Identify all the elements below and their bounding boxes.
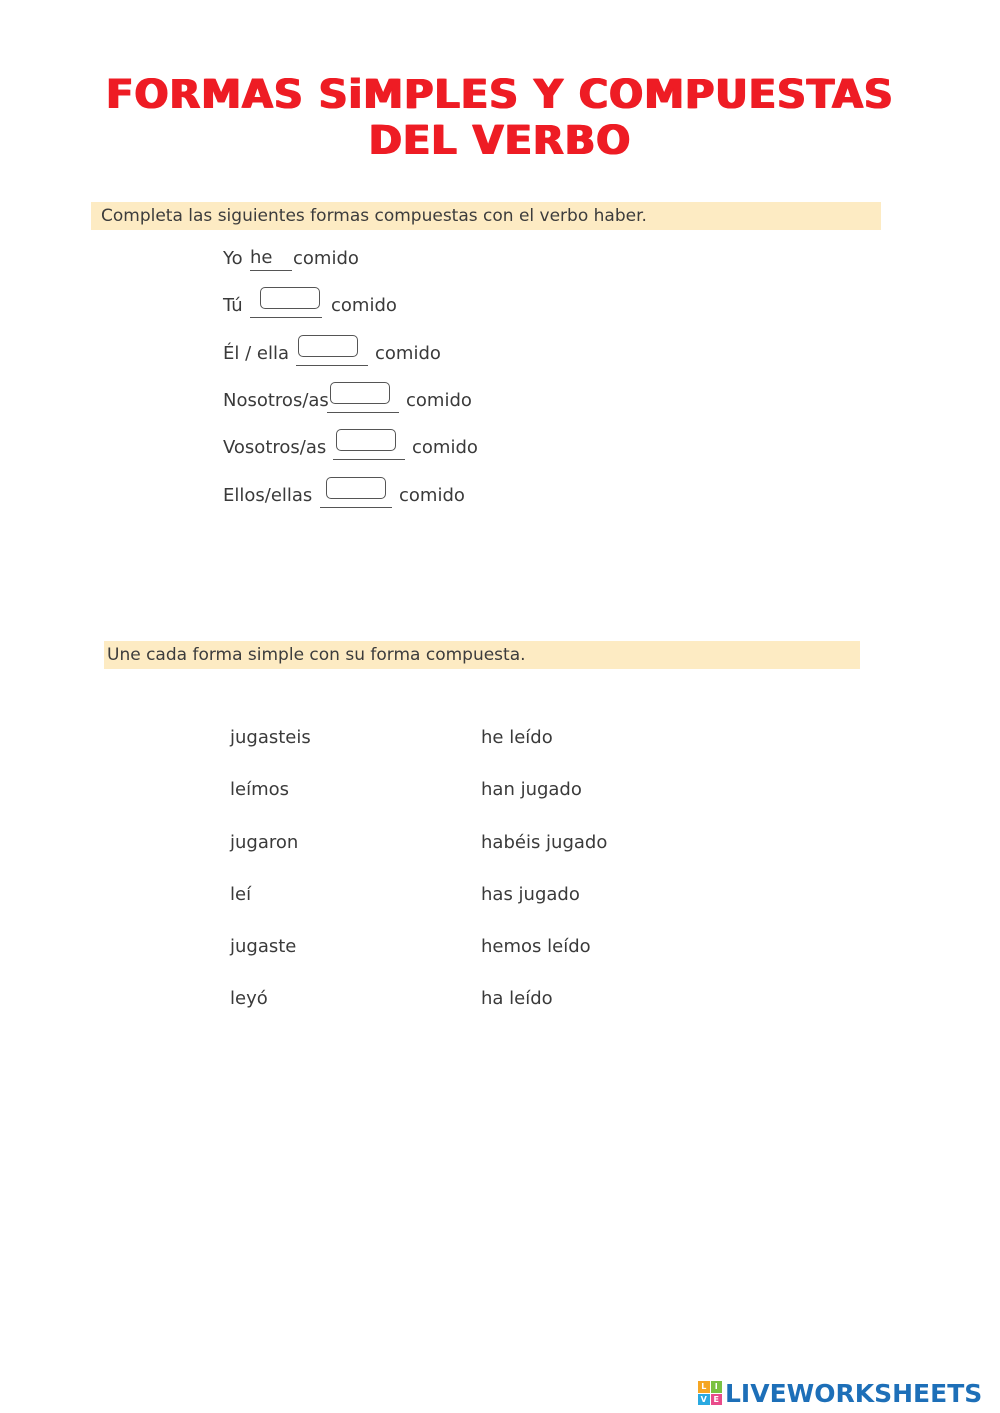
pronoun-label: Nosotros/as (223, 390, 329, 411)
simple-form-item[interactable]: jugaste (230, 936, 297, 957)
verb-label: comido (412, 437, 478, 458)
page-title-line2: DEL VERBO (368, 118, 632, 164)
compound-form-item[interactable]: habéis jugado (481, 832, 608, 853)
simple-form-item[interactable]: leímos (230, 779, 290, 800)
simple-form-item[interactable]: leí (230, 884, 252, 905)
answer-input[interactable] (330, 382, 390, 404)
compound-form-item[interactable]: he leído (481, 727, 553, 748)
verb-label: comido (375, 343, 441, 364)
simple-form-item[interactable]: jugaron (230, 832, 299, 853)
instruction-banner-2: Une cada forma simple con su forma compuesta. (104, 641, 860, 669)
pronoun-label: Yo (223, 248, 243, 269)
compound-form-item[interactable]: hemos leído (481, 936, 591, 957)
verb-label: comido (406, 390, 472, 411)
pronoun-label: Tú (223, 295, 243, 316)
answer-input[interactable] (336, 429, 396, 451)
answer-input[interactable] (260, 287, 320, 309)
simple-form-item[interactable]: leyó (230, 988, 268, 1009)
verb-label: comido (399, 485, 465, 506)
compound-form-item[interactable]: ha leído (481, 988, 553, 1009)
simple-form-item[interactable]: jugasteis (230, 727, 311, 748)
compound-form-item[interactable]: has jugado (481, 884, 580, 905)
logo-mark-icon: L I V E (698, 1381, 722, 1405)
page-title-line1: FORMAS SiMPLES Y COMPUESTAS (106, 72, 894, 118)
pronoun-label: Vosotros/as (223, 437, 327, 458)
verb-label: comido (331, 295, 397, 316)
logo-text: LIVEWORKSHEETS (725, 1378, 983, 1408)
verb-label: comido (293, 248, 359, 269)
answer-filled: he (250, 246, 292, 271)
pronoun-label: Él / ella (223, 343, 289, 364)
answer-input[interactable] (298, 335, 358, 357)
compound-form-item[interactable]: han jugado (481, 779, 582, 800)
pronoun-label: Ellos/ellas (223, 485, 313, 506)
instruction-banner-1: Completa las siguientes formas compuestas con el verbo haber. (91, 202, 881, 230)
answer-input[interactable] (326, 477, 386, 499)
liveworksheets-logo (698, 1378, 982, 1408)
